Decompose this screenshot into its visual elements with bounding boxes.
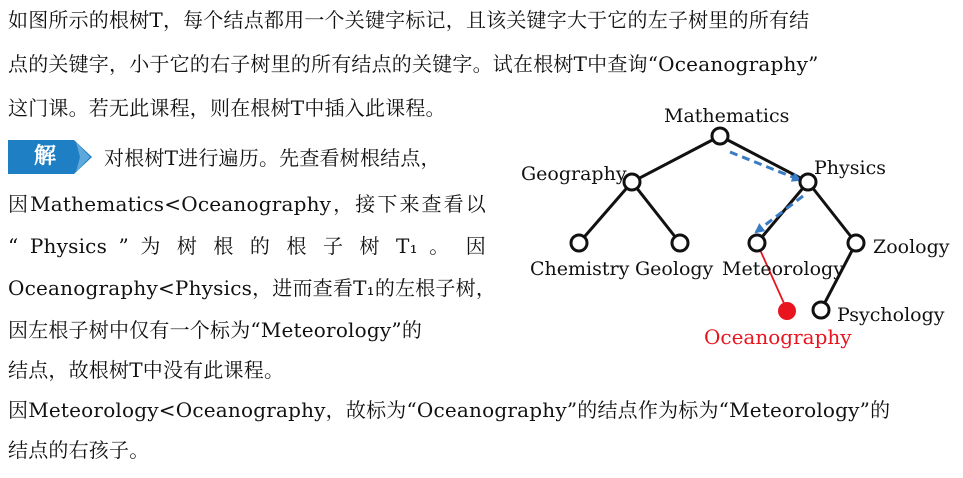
badge-label: 解: [33, 144, 56, 169]
solution-line-8: 结点的右孩子。: [8, 438, 150, 462]
solution-line-5: 因左根子树中仅有一个标为“Meteorology”的: [8, 318, 423, 342]
node-psychology: [813, 302, 829, 318]
node-mathematics: [712, 128, 728, 144]
search-arrow-to-meteorology: [756, 196, 803, 232]
edge-geography-chemistry: [579, 182, 632, 243]
label-geography: Geography: [521, 163, 627, 185]
label-zoology: Zoology: [873, 236, 950, 258]
label-psychology: Psychology: [837, 304, 945, 326]
problem-line-2: 点的关键字，小于它的右子树里的所有结点的关键字。试在根树T中查询“Oceanography”: [8, 52, 819, 76]
label-chemistry: Chemistry: [530, 258, 630, 280]
edge-mathematics-physics: [720, 136, 808, 182]
solution-line-4: Oceanography<Physics，进而查看T₁的左根子树，: [8, 276, 497, 300]
problem-line-3: 这门课。若无此课程，则在根树T中插入此课程。: [8, 96, 446, 120]
node-oceanography: [778, 302, 796, 320]
solution-line-7: 因Meteorology<Oceanography，故标为“Oceanography”的结点作为标为“Meteorology”的: [8, 398, 891, 422]
solution-line-3: “ Physics ” 为 树 根 的 根 子 树 T₁ 。 因: [8, 234, 486, 258]
edge-mathematics-geography: [632, 136, 720, 182]
solution-line-1: 对根树T进行遍历。先查看树根结点，: [104, 146, 441, 170]
label-mathematics: Mathematics: [664, 105, 790, 127]
solution-line-2: 因Mathematics<Oceanography，接下来查看以: [8, 192, 486, 216]
label-physics: Physics: [814, 157, 886, 179]
node-meteorology: [749, 235, 765, 251]
search-arrow-to-physics: [730, 152, 800, 180]
label-meteorology: Meteorology: [722, 258, 844, 280]
node-geology: [672, 235, 688, 251]
edge-physics-zoology: [808, 182, 856, 243]
label-geology: Geology: [635, 258, 714, 280]
solution-line-6: 结点，故根树T中没有此课程。: [8, 358, 285, 382]
label-oceanography: Oceanography: [704, 325, 852, 349]
node-zoology: [848, 235, 864, 251]
node-chemistry: [571, 235, 587, 251]
edge-geography-geology: [632, 182, 680, 243]
problem-line-1: 如图所示的根树T，每个结点都用一个关键字标记，且该关键字大于它的左子树里的所有结: [8, 8, 810, 32]
